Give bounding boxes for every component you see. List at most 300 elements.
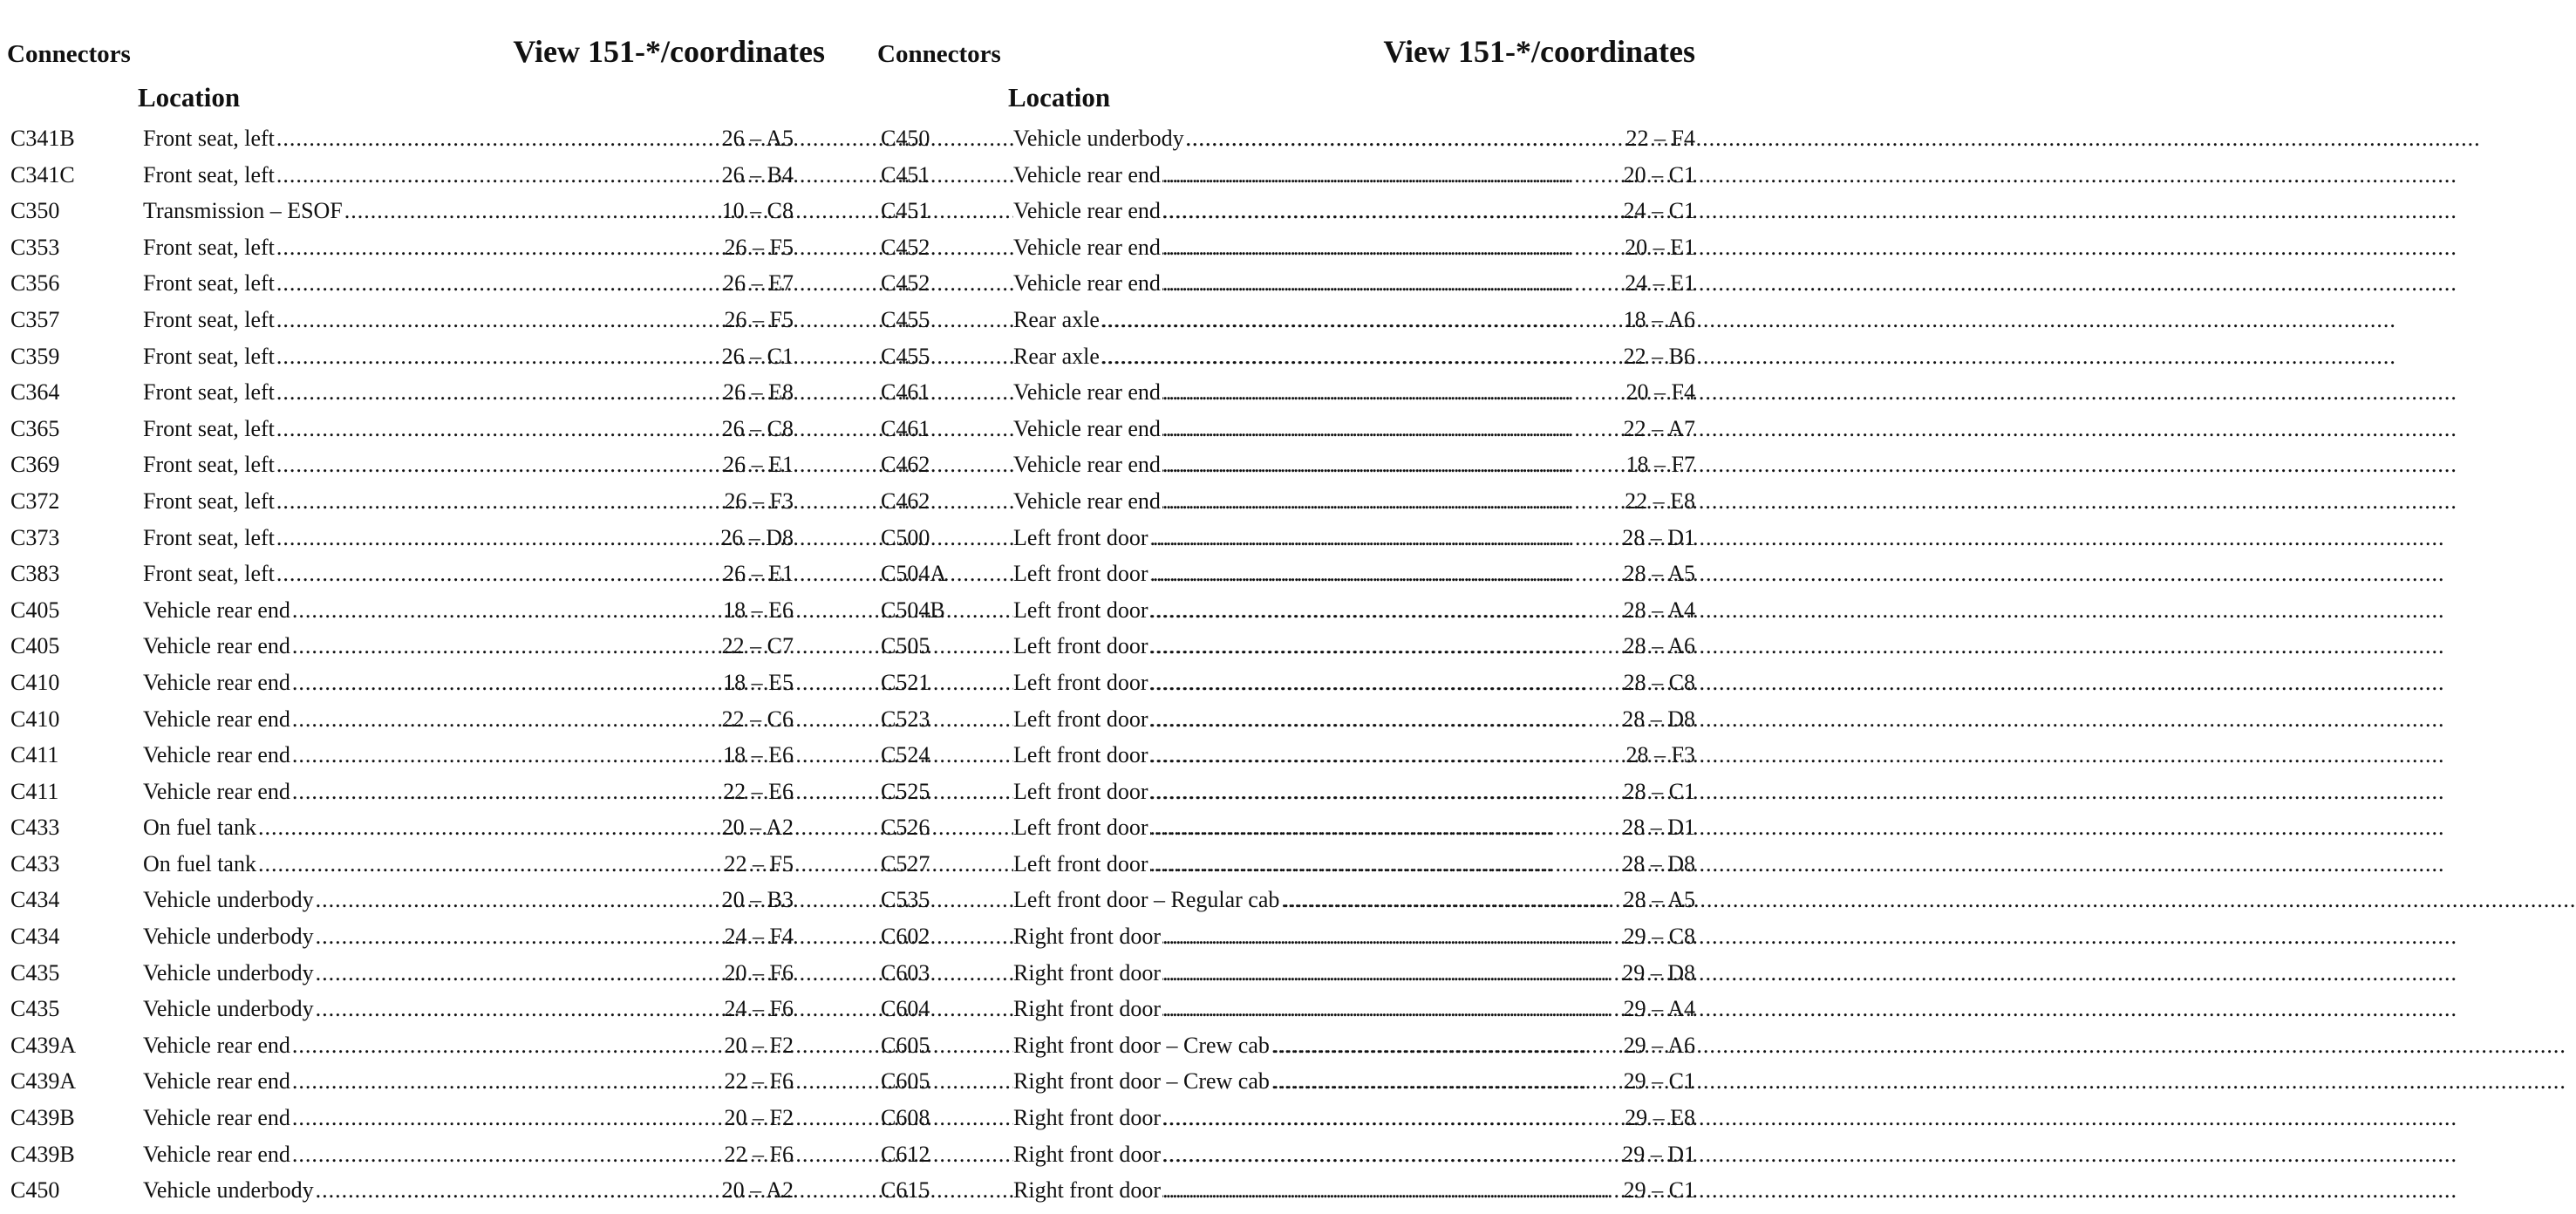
connector-code: C410: [10, 669, 60, 695]
connector-coordinate: 18 – F7: [1625, 452, 1695, 478]
connector-row: [5, 411, 825, 447]
connector-location: Right front door – Crew cab: [1013, 1027, 1271, 1064]
connector-location: Left front door: [1013, 701, 1150, 738]
connector-location: Vehicle rear end: [143, 737, 292, 774]
connector-coordinate: 20 – F6: [724, 959, 794, 986]
connector-coordinate: 24 – F4: [724, 924, 794, 950]
connector-row: [876, 809, 1695, 846]
connector-row: [876, 846, 1695, 883]
dot-leader: [1150, 809, 2445, 846]
location-heading: Location: [138, 82, 241, 113]
dot-leader: [1162, 229, 2457, 266]
connector-location: Left front door: [1013, 737, 1150, 774]
connector-row: [876, 483, 1695, 520]
connector-code: C605: [881, 1068, 930, 1095]
connector-location: Rear axle: [1013, 302, 1101, 338]
connector-location: Vehicle underbody: [143, 918, 316, 955]
location-cell: [1013, 628, 1537, 665]
connector-row: [5, 157, 825, 194]
connector-row: [876, 628, 1695, 665]
location-cell: [143, 556, 666, 592]
connector-location: Front seat, left: [143, 302, 276, 338]
connector-code: C605: [881, 1032, 930, 1058]
location-cell: [143, 991, 666, 1027]
connector-code: C411: [10, 742, 59, 768]
location-cell: [1013, 592, 1537, 629]
dot-leader: [1271, 1063, 2566, 1100]
connector-row: [876, 1172, 1695, 1209]
connector-row: [876, 229, 1695, 266]
location-cell: [1013, 809, 1537, 846]
connector-row: [5, 302, 825, 338]
connector-location: Vehicle rear end: [1013, 411, 1162, 447]
connector-code: C602: [881, 924, 930, 950]
location-cell: [143, 411, 666, 447]
connector-row: [876, 265, 1695, 302]
location-cell: [143, 483, 666, 520]
connector-code: C500: [881, 524, 930, 550]
connector-code: C450: [10, 1177, 60, 1204]
connector-location: Vehicle rear end: [1013, 193, 1162, 229]
location-cell: [1013, 120, 1537, 157]
location-cell: [143, 665, 666, 701]
dot-leader: [1162, 265, 2457, 302]
connector-row: [5, 483, 825, 520]
connector-coordinate: 20 – F4: [1625, 379, 1695, 406]
connector-row: [876, 411, 1695, 447]
location-cell: [143, 1136, 666, 1173]
location-cell: [143, 302, 666, 338]
dot-leader: [1162, 157, 2457, 194]
connector-coordinate: 22 – C7: [721, 633, 794, 659]
location-cell: [1013, 846, 1537, 883]
connector-coordinate: 10 – C8: [721, 198, 794, 224]
connector-location: Left front door: [1013, 809, 1150, 846]
connector-coordinate: 28 – D1: [1622, 815, 1695, 841]
left-column: [5, 31, 825, 1209]
connector-code: C433: [10, 815, 60, 841]
connector-row: [876, 556, 1695, 592]
location-cell: [143, 774, 666, 810]
connector-row: [876, 1027, 1695, 1064]
location-cell: [1013, 411, 1537, 447]
connector-coordinate: 26 – E1: [723, 561, 794, 587]
dot-leader: [1162, 447, 2457, 483]
connector-row: [876, 737, 1695, 774]
connector-location: Right front door – Crew cab: [1013, 1063, 1271, 1100]
connector-code: C434: [10, 887, 60, 913]
connector-location: Right front door: [1013, 1172, 1162, 1209]
location-cell: [143, 1027, 666, 1064]
connector-coordinate: 26 – F5: [724, 234, 794, 260]
connector-coordinate: 28 – C8: [1623, 669, 1695, 695]
connector-code: C372: [10, 488, 60, 514]
connector-row: [5, 955, 825, 992]
connector-coordinate: 26 – B4: [721, 161, 794, 188]
connector-row: [876, 447, 1695, 483]
column-subheader: [876, 82, 1695, 120]
connector-row: [876, 918, 1695, 955]
connector-code: C504A: [881, 561, 947, 587]
connector-row: [5, 774, 825, 810]
location-cell: [143, 193, 666, 229]
connector-coordinate: 20 – A2: [721, 815, 794, 841]
connector-code: C604: [881, 996, 930, 1022]
connector-coordinate: 26 – F5: [724, 306, 794, 332]
connector-location: Front seat, left: [143, 520, 276, 556]
connector-row: [876, 193, 1695, 229]
connector-code: C365: [10, 415, 60, 441]
connector-row: [876, 374, 1695, 411]
connector-code: C523: [881, 706, 930, 732]
connector-coordinate: 26 – F3: [724, 488, 794, 514]
connector-row: [5, 701, 825, 738]
connectors-heading: Connectors: [7, 40, 131, 68]
location-cell: [1013, 265, 1537, 302]
dot-leader: [1101, 302, 2396, 338]
location-cell: [1013, 918, 1537, 955]
connector-coordinate: 29 – C1: [1623, 1177, 1695, 1204]
location-cell: [1013, 520, 1537, 556]
dot-leader: [1281, 882, 2576, 918]
dot-leader: [1162, 1172, 2457, 1209]
connector-row: [876, 338, 1695, 375]
connector-code: C452: [881, 234, 930, 260]
connector-coordinate: 22 – E6: [723, 778, 794, 804]
connector-location: Front seat, left: [143, 447, 276, 483]
connector-location: Right front door: [1013, 918, 1162, 955]
dot-leader: [1162, 955, 2457, 992]
connector-coordinate: 26 – E7: [723, 270, 794, 297]
location-cell: [143, 592, 666, 629]
location-cell: [1013, 882, 1537, 918]
connector-coordinate: 22 – E8: [1625, 488, 1695, 514]
connector-location: Left front door: [1013, 774, 1150, 810]
connector-location: Left front door: [1013, 665, 1150, 701]
location-cell: [143, 1063, 666, 1100]
location-cell: [1013, 665, 1537, 701]
connector-code: C524: [881, 742, 930, 768]
connector-code: C364: [10, 379, 60, 406]
connector-row: [5, 265, 825, 302]
connector-coordinate: 20 – C1: [1623, 161, 1695, 188]
connector-code: C439A: [10, 1068, 77, 1095]
connector-coordinate: 18 – E6: [723, 597, 794, 623]
connector-code: C451: [881, 198, 930, 224]
location-cell: [1013, 374, 1537, 411]
connector-coordinate: 20 – F2: [724, 1105, 794, 1131]
connector-code: C435: [10, 959, 60, 986]
connector-location: Vehicle underbody: [1013, 120, 1186, 157]
connector-row: [876, 1100, 1695, 1136]
connector-code: C353: [10, 234, 60, 260]
location-cell: [143, 628, 666, 665]
connector-coordinate: 20 – A2: [721, 1177, 794, 1204]
connector-coordinate: 28 – D8: [1622, 850, 1695, 876]
connector-code: C439B: [10, 1105, 75, 1131]
connector-location: Vehicle rear end: [1013, 157, 1162, 194]
dot-leader: [1162, 374, 2457, 411]
connector-location: Front seat, left: [143, 338, 276, 375]
location-cell: [1013, 556, 1537, 592]
connector-location: Vehicle rear end: [143, 1027, 292, 1064]
column-header: [876, 31, 1695, 82]
dot-leader: [1186, 120, 2481, 157]
location-cell: [143, 120, 666, 157]
connector-row: [5, 447, 825, 483]
connector-code: C434: [10, 924, 60, 950]
connector-code: C527: [881, 850, 930, 876]
connector-code: C357: [10, 306, 60, 332]
location-cell: [143, 918, 666, 955]
location-heading: Location: [1008, 82, 1111, 113]
dot-leader: [1162, 1136, 2457, 1173]
connector-row: [5, 592, 825, 629]
connector-location: Left front door: [1013, 628, 1150, 665]
connector-code: C615: [881, 1177, 930, 1204]
location-cell: [1013, 229, 1537, 266]
connector-location: Transmission – ESOF: [143, 193, 344, 229]
connector-code: C341C: [10, 161, 75, 188]
connector-code: C405: [10, 597, 60, 623]
connector-location: Left front door: [1013, 520, 1150, 556]
connector-location: Vehicle rear end: [143, 1100, 292, 1136]
connector-code: C451: [881, 161, 930, 188]
connector-coordinate: 28 – F3: [1625, 742, 1695, 768]
connector-coordinate: 29 – E8: [1625, 1105, 1695, 1131]
connector-row: [876, 302, 1695, 338]
connector-coordinate: 29 – D1: [1622, 1141, 1695, 1167]
connector-code: C439B: [10, 1141, 75, 1167]
connector-list: [5, 120, 825, 1209]
connector-code: C526: [881, 815, 930, 841]
dot-leader: [1150, 628, 2445, 665]
connector-coordinate: 18 – A6: [1623, 306, 1695, 332]
connector-location: Vehicle rear end: [143, 665, 292, 701]
connector-row: [876, 774, 1695, 810]
dot-leader: [1162, 918, 2457, 955]
connector-code: C505: [881, 633, 930, 659]
connector-coordinate: 26 – C8: [721, 415, 794, 441]
dot-leader: [1150, 556, 2445, 592]
connector-location: Front seat, left: [143, 229, 276, 266]
connector-location: Vehicle rear end: [1013, 229, 1162, 266]
connector-row: [5, 846, 825, 883]
connector-location: Front seat, left: [143, 483, 276, 520]
connector-code: C350: [10, 198, 60, 224]
connector-coordinate: 24 – C1: [1623, 198, 1695, 224]
connector-location: Vehicle rear end: [143, 774, 292, 810]
connector-code: C383: [10, 561, 60, 587]
connector-location: Vehicle rear end: [143, 592, 292, 629]
connector-location: Vehicle underbody: [143, 1172, 316, 1209]
dot-leader: [1162, 193, 2457, 229]
location-cell: [143, 809, 666, 846]
connector-location: On fuel tank: [143, 809, 258, 846]
connector-coordinate: 22 – C6: [721, 706, 794, 732]
connector-location: Vehicle rear end: [1013, 483, 1162, 520]
location-cell: [143, 157, 666, 194]
connector-code: C461: [881, 379, 930, 406]
connector-coordinate: 28 – A5: [1623, 561, 1695, 587]
connector-coordinate: 29 – D8: [1622, 959, 1695, 986]
connector-row: [876, 665, 1695, 701]
connector-location: Vehicle rear end: [143, 628, 292, 665]
connector-row: [876, 701, 1695, 738]
connector-coordinate: 20 – E1: [1625, 234, 1695, 260]
connector-location: Left front door: [1013, 592, 1150, 629]
connector-code: C341B: [10, 126, 75, 151]
connector-coordinate: 22 – B6: [1623, 343, 1695, 369]
connector-row: [5, 229, 825, 266]
location-cell: [1013, 193, 1537, 229]
connector-location: Left front door: [1013, 556, 1150, 592]
location-cell: [1013, 1063, 1537, 1100]
connector-code: C462: [881, 452, 930, 478]
connector-code: C612: [881, 1141, 930, 1167]
dot-leader: [1162, 1100, 2457, 1136]
location-cell: [1013, 1100, 1537, 1136]
connector-code: C521: [881, 669, 930, 695]
connector-row: [876, 1063, 1695, 1100]
connector-code: C439A: [10, 1032, 77, 1058]
connector-location: Front seat, left: [143, 120, 276, 157]
connector-code: C452: [881, 270, 930, 297]
connector-code: C359: [10, 343, 60, 369]
connector-code: C455: [881, 343, 930, 369]
dot-leader: [1101, 338, 2396, 375]
connector-code: C410: [10, 706, 60, 732]
connector-location: Vehicle underbody: [143, 991, 316, 1027]
column-subheader: [5, 82, 825, 120]
location-cell: [1013, 447, 1537, 483]
connector-row: [5, 374, 825, 411]
location-cell: [1013, 1172, 1537, 1209]
connector-row: [5, 1063, 825, 1100]
connector-location: Vehicle underbody: [143, 955, 316, 992]
location-cell: [143, 1172, 666, 1209]
location-cell: [143, 265, 666, 302]
connector-location: Front seat, left: [143, 374, 276, 411]
dot-leader: [1150, 701, 2445, 738]
connector-location: Right front door: [1013, 955, 1162, 992]
connector-code: C461: [881, 415, 930, 441]
connector-coordinate: 22 – F5: [724, 850, 794, 876]
dot-leader: [1150, 737, 2445, 774]
connector-location: On fuel tank: [143, 846, 258, 883]
connector-coordinate: 22 – F6: [724, 1068, 794, 1095]
connector-location: Front seat, left: [143, 265, 276, 302]
dot-leader: [1271, 1027, 2566, 1064]
connector-code: C373: [10, 524, 60, 550]
connector-coordinate: 29 – C1: [1623, 1068, 1695, 1095]
connector-coordinate: 22 – F4: [1625, 126, 1695, 151]
dot-leader: [1150, 665, 2445, 701]
location-cell: [143, 737, 666, 774]
connector-coordinate: 28 – D8: [1622, 706, 1695, 732]
connector-row: [876, 1136, 1695, 1173]
location-cell: [143, 229, 666, 266]
dot-leader: [1150, 846, 2445, 883]
connector-row: [5, 1027, 825, 1064]
location-cell: [143, 955, 666, 992]
connector-location: Vehicle rear end: [1013, 374, 1162, 411]
location-cell: [1013, 701, 1537, 738]
connector-location: Front seat, left: [143, 157, 276, 194]
location-cell: [1013, 991, 1537, 1027]
connector-coordinate: 26 – E8: [723, 379, 794, 406]
connector-coordinate: 26 – A5: [721, 126, 794, 151]
connector-code: C608: [881, 1105, 930, 1131]
location-cell: [1013, 338, 1537, 375]
connector-row: [5, 665, 825, 701]
location-cell: [1013, 737, 1537, 774]
connector-location: Vehicle rear end: [143, 1063, 292, 1100]
dot-leader: [1150, 520, 2445, 556]
connector-location: Right front door: [1013, 1136, 1162, 1173]
connector-code: C455: [881, 306, 930, 332]
connector-code: C411: [10, 778, 59, 804]
location-cell: [1013, 302, 1537, 338]
column-header: [5, 31, 825, 82]
location-cell: [143, 520, 666, 556]
dot-leader: [1162, 411, 2457, 447]
connector-row: [5, 120, 825, 157]
connector-row: [5, 737, 825, 774]
connector-location: Front seat, left: [143, 411, 276, 447]
right-column: [876, 31, 1695, 1209]
connector-row: [5, 338, 825, 375]
connector-coordinate: 24 – E1: [1625, 270, 1695, 297]
location-cell: [143, 1100, 666, 1136]
connector-row: [5, 918, 825, 955]
connector-code: C369: [10, 452, 60, 478]
connector-location: Vehicle rear end: [143, 701, 292, 738]
connector-row: [876, 882, 1695, 918]
location-cell: [1013, 955, 1537, 992]
connector-row: [876, 120, 1695, 157]
connector-row: [876, 520, 1695, 556]
connector-code: C433: [10, 850, 60, 876]
connector-row: [5, 1136, 825, 1173]
connector-location: Left front door – Regular cab: [1013, 882, 1281, 918]
connector-code: C356: [10, 270, 60, 297]
connector-row: [876, 157, 1695, 194]
location-cell: [1013, 157, 1537, 194]
location-cell: [143, 701, 666, 738]
view-coordinates-heading: View 151-*/coordinates: [513, 34, 825, 69]
connector-row: [5, 193, 825, 229]
connector-row: [5, 882, 825, 918]
connector-location: Right front door: [1013, 991, 1162, 1027]
connector-location: Left front door: [1013, 846, 1150, 883]
connector-row: [5, 1100, 825, 1136]
location-cell: [143, 846, 666, 883]
connector-location: Right front door: [1013, 1100, 1162, 1136]
connector-code: C525: [881, 778, 930, 804]
location-cell: [1013, 1136, 1537, 1173]
location-cell: [143, 882, 666, 918]
connector-code: C535: [881, 887, 930, 913]
connector-coordinate: 29 – A4: [1623, 996, 1695, 1022]
connector-coordinate: 28 – C1: [1623, 778, 1695, 804]
connector-code: C462: [881, 488, 930, 514]
connector-coordinate: 26 – E1: [723, 452, 794, 478]
location-cell: [143, 447, 666, 483]
connector-coordinate: 29 – C8: [1623, 924, 1695, 950]
connector-code: C405: [10, 633, 60, 659]
connector-location: Vehicle rear end: [143, 1136, 292, 1173]
